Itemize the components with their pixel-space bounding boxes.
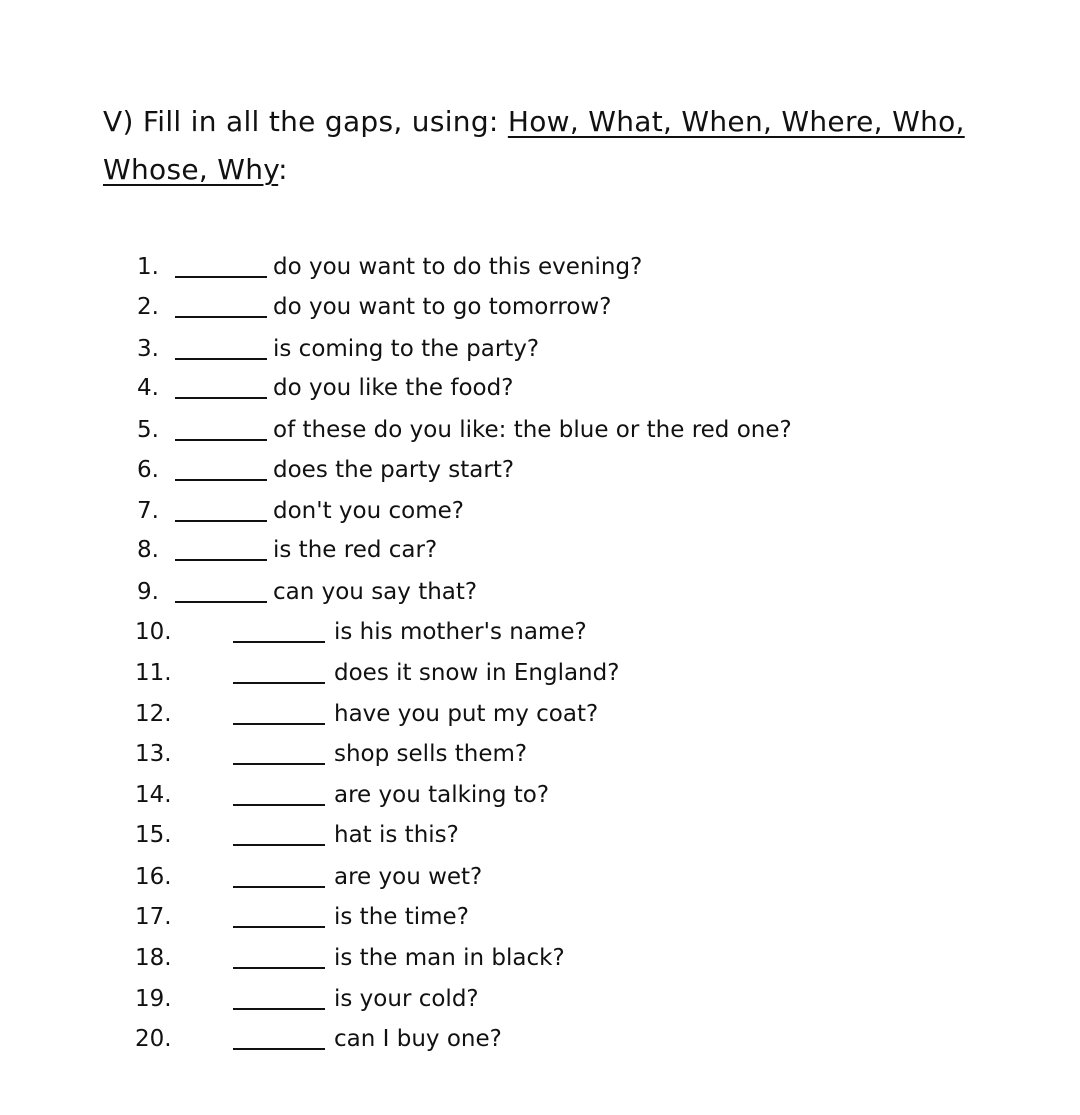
question-number: 16. xyxy=(135,864,172,890)
answer-blank xyxy=(233,967,325,969)
heading-colon: : xyxy=(278,153,288,186)
question-number: 7. xyxy=(137,498,159,524)
answer-blank xyxy=(175,520,267,522)
question-text: is his mother's name? xyxy=(334,619,587,645)
question-item xyxy=(135,1019,835,1059)
question-number: 14. xyxy=(135,782,172,808)
answer-blank xyxy=(175,316,267,318)
question-number: 1. xyxy=(137,254,159,280)
question-item xyxy=(137,491,837,531)
question-number: 5. xyxy=(137,417,159,443)
question-item xyxy=(135,897,835,937)
question-item xyxy=(135,694,835,734)
question-item xyxy=(135,734,835,774)
answer-blank xyxy=(233,1008,325,1010)
question-text: does it snow in England? xyxy=(334,660,620,686)
question-item xyxy=(135,815,835,855)
question-text: is coming to the party? xyxy=(273,336,540,362)
question-text: don't you come? xyxy=(273,498,464,524)
question-item xyxy=(137,368,837,408)
answer-blank xyxy=(233,1048,325,1050)
answer-blank xyxy=(233,723,325,725)
question-number: 13. xyxy=(135,741,172,767)
question-item xyxy=(135,612,835,652)
question-number: 10. xyxy=(135,619,172,645)
question-text: does the party start? xyxy=(273,457,515,483)
question-text: have you put my coat? xyxy=(334,701,599,727)
question-text: can I buy one? xyxy=(334,1026,502,1052)
answer-blank xyxy=(233,763,325,765)
question-item xyxy=(137,572,837,612)
question-number: 17. xyxy=(135,904,172,930)
answer-blank xyxy=(175,559,267,561)
answer-blank xyxy=(175,358,267,360)
question-item xyxy=(137,410,837,450)
question-item xyxy=(137,247,837,287)
question-item xyxy=(135,979,835,1019)
answer-blank xyxy=(175,601,267,603)
question-text: do you want to do this evening? xyxy=(273,254,643,280)
question-item xyxy=(137,450,837,490)
question-text: do you want to go tomorrow? xyxy=(273,294,612,320)
question-text: of these do you like: the blue or the red one? xyxy=(273,417,792,443)
question-text: are you wet? xyxy=(334,864,483,890)
question-number: 20. xyxy=(135,1026,172,1052)
question-number: 4. xyxy=(137,375,159,401)
question-number: 6. xyxy=(137,457,159,483)
question-number: 2. xyxy=(137,294,159,320)
question-number: 12. xyxy=(135,701,172,727)
question-text: shop sells them? xyxy=(334,741,528,767)
answer-blank xyxy=(233,926,325,928)
question-number: 18. xyxy=(135,945,172,971)
answer-blank xyxy=(233,641,325,643)
question-text: do you like the food? xyxy=(273,375,514,401)
question-item xyxy=(135,857,835,897)
answer-blank xyxy=(233,844,325,846)
question-number: 8. xyxy=(137,537,159,563)
question-text: hat is this? xyxy=(334,822,459,848)
question-number: 19. xyxy=(135,986,172,1012)
question-number: 11. xyxy=(135,660,172,686)
question-item xyxy=(137,287,837,327)
question-item xyxy=(135,653,835,693)
answer-blank xyxy=(175,439,267,441)
question-item xyxy=(137,530,837,570)
answer-blank xyxy=(233,804,325,806)
answer-blank xyxy=(175,276,267,278)
question-text: can you say that? xyxy=(273,579,478,605)
answer-blank xyxy=(233,682,325,684)
question-item xyxy=(135,775,835,815)
question-text: are you talking to? xyxy=(334,782,550,808)
answer-blank xyxy=(175,397,267,399)
question-text: is the man in black? xyxy=(334,945,565,971)
exercise-heading xyxy=(103,98,1003,194)
question-text: is your cold? xyxy=(334,986,479,1012)
heading-instruction: V) Fill in all the gaps, using: xyxy=(103,105,508,138)
question-number: 15. xyxy=(135,822,172,848)
question-number: 3. xyxy=(137,336,159,362)
answer-blank xyxy=(175,479,267,481)
heading-word-list: How, What, When, Where, Who, Whose, Why xyxy=(103,105,965,186)
question-item xyxy=(137,329,837,369)
question-text: is the red car? xyxy=(273,537,438,563)
question-number: 9. xyxy=(137,579,159,605)
question-text: is the time? xyxy=(334,904,469,930)
answer-blank xyxy=(233,886,325,888)
question-item xyxy=(135,938,835,978)
